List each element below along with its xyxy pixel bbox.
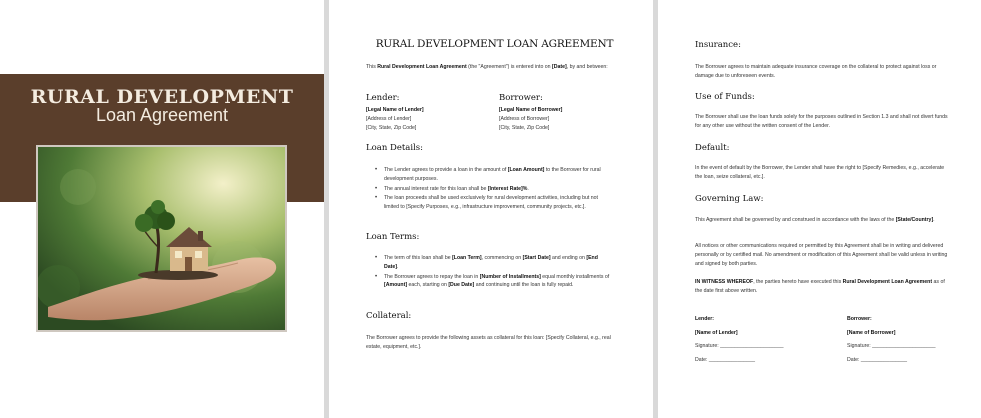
witness-text: IN WITNESS WHEREOF, the parties hereto have executed this Rural Development Loan Agreement as of the date first above written. <box>695 279 945 294</box>
use-of-funds-heading: Use of Funds: <box>695 92 755 102</box>
insurance-heading: Insurance: <box>695 40 741 50</box>
notices-text: All notices or other communications required or permitted by this Agreement shall be in writing and delivered personally or by certified mail. No amendment or modification of this Agreement shall be valid unless in writing and signed by both parties. <box>695 243 948 267</box>
lender-signature-block: Lender: [Name of Lender] Signature: ______________________ Date: ________________ <box>695 316 784 363</box>
borrower-signature-block: Borrower: [Name of Borrower] Signature: ______________________ Date: ________________ <box>847 316 936 363</box>
loan-terms-heading: Loan Terms: <box>366 232 420 242</box>
list-item: • The term of this loan shall be [Loan Term], commencing on [Start Date] and ending on [End Date]. <box>372 254 613 272</box>
cover-photo <box>36 145 287 332</box>
default-text: In the event of default by the Borrower, the Lender shall have the right to [Specify Remedies, e.g., accelerate the loan, seize collateral, etc.]. <box>695 165 945 180</box>
insurance-text: The Borrower agrees to maintain adequate insurance coverage on the collateral to protect against loss or damage due to unforeseen events. <box>695 64 937 79</box>
governing-law-heading: Governing Law: <box>695 194 764 204</box>
borrower-heading: Borrower: <box>499 93 543 103</box>
loan-details-heading: Loan Details: <box>366 143 423 153</box>
agreement-page-1 <box>329 0 653 418</box>
use-of-funds-text: The Borrower shall use the loan funds solely for the purposes outlined in Section 1.3 and shall not divert funds for any other use without the written consent of the Lender. <box>695 114 948 129</box>
lender-details: [Legal Name of Lender] [Address of Lender] [City, State, Zip Code] <box>366 107 424 131</box>
lender-heading: Lender: <box>366 93 400 103</box>
collateral-heading: Collateral: <box>366 311 412 321</box>
borrower-details: [Legal Name of Borrower] [Address of Borrower] [City, State, Zip Code] <box>499 107 563 131</box>
cover-page <box>0 0 324 418</box>
list-item: • The annual interest rate for this loan shall be [Interest Rate]%. <box>372 185 613 194</box>
list-item: • The Lender agrees to provide a loan in the amount of [Loan Amount] to the Borrower for rural development purposes. <box>372 166 613 184</box>
loan-details-list <box>372 166 613 213</box>
cover-title: RURAL DEVELOPMENT <box>30 86 294 108</box>
agreement-page-2 <box>658 0 981 418</box>
intro-paragraph: This Rural Development Loan Agreement (the "Agreement") is entered into on [Date], by and between: <box>366 64 608 70</box>
cover-subtitle: Loan Agreement <box>95 105 229 125</box>
document-title: RURAL DEVELOPMENT LOAN AGREEMENT <box>375 38 614 50</box>
governing-law-text: This Agreement shall be governed by and construed in accordance with the laws of the [State/Country]. <box>695 217 935 223</box>
default-heading: Default: <box>695 143 730 153</box>
loan-terms-list <box>372 254 613 291</box>
list-item: • The loan proceeds shall be used exclusively for rural development activities, including but not limited to [Specify Purposes, e.g., infrastructure improvement, community projects, etc.]. <box>372 194 613 212</box>
collateral-text: The Borrower agrees to provide the following assets as collateral for this loan: [Specify Collateral, e.g., real estate, equipment, etc.]. <box>366 335 611 350</box>
list-item: • The Borrower agrees to repay the loan in [Number of Installments] equal monthly installments of [Amount] each, starting on [Due Date] and continuing until the loan is fully repaid. <box>372 273 613 291</box>
